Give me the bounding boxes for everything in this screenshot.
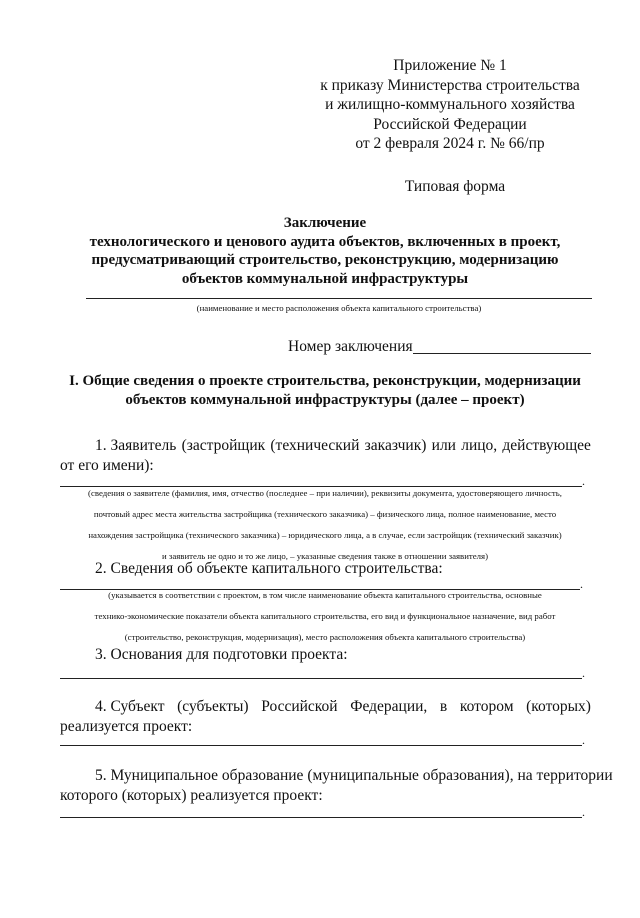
section-heading-line: I. Общие сведения о проекте строительства, реконструкции, модернизации <box>69 373 581 389</box>
title-line: объектов коммунальной инфраструктуры <box>181 270 469 287</box>
word: (технический <box>270 437 360 454</box>
item5-line1: 5. Муниципальное образование (муниципальные образования), на территории <box>95 767 613 784</box>
title-line: технологического и ценового аудита объектов, включенных в проект, <box>89 233 561 250</box>
word: Российской <box>261 698 338 715</box>
annex-line: от 2 февраля 2024 г. № 66/пр <box>355 135 545 152</box>
item2-label: 2. Сведения об объекте капитального строительства: <box>95 560 443 577</box>
word: действующее <box>502 437 591 454</box>
conclusion-number-field[interactable] <box>413 353 591 354</box>
title-line: Заключение <box>283 215 367 231</box>
hint-line: почтовый адрес места жительства застройщика (технического заказчика) – физического лица, полное наименование, место <box>93 509 557 519</box>
annex-line: к приказу Министерства строительства <box>320 76 580 94</box>
grounds-field[interactable] <box>60 678 582 679</box>
word: (застройщик <box>181 437 266 454</box>
hint-line: (сведения о заявителе (фамилия, имя, отчество (последнее – при наличии), реквизиты документа, удостоверяющего личность, <box>88 488 562 498</box>
item5-line2: которого (которых) реализуется проект: <box>60 787 323 804</box>
word: или <box>431 437 456 454</box>
word: Федерации, <box>350 698 428 715</box>
word: заказчик) <box>364 437 427 454</box>
word: котором <box>459 698 514 715</box>
word: (субъекты) <box>177 698 249 715</box>
word: 4. Субъект <box>95 698 165 715</box>
word: (которых) <box>526 698 591 715</box>
annex-line: Приложение № 1 <box>393 57 507 74</box>
item4-line1 <box>95 697 591 717</box>
item4-line2: реализуется проект: <box>60 718 193 735</box>
subject-field[interactable] <box>60 745 582 746</box>
line-end-mark: . <box>582 666 585 680</box>
hint-line: (строительство, реконструкция, модернизация), место расположения объекта капитального строительства) <box>124 632 526 642</box>
applicant-hint <box>60 483 590 567</box>
hint-line: (указывается в соответствии с проектом, в том числе наименование объекта капитального строительства, основные <box>108 590 542 600</box>
form-type-label: Типовая форма <box>404 178 506 195</box>
hint-line: и заявитель не одно и то же лицо, – указанные сведения также в отношении заявителя) <box>161 551 489 561</box>
word: в <box>439 698 448 715</box>
item1-line1 <box>95 436 591 456</box>
annex-header <box>300 56 600 154</box>
word: лицо, <box>461 437 498 454</box>
title-line: предусматривающий строительство, реконструкцию, модернизацию <box>91 252 559 268</box>
line-end-mark: . <box>582 805 585 819</box>
annex-line: Российской Федерации <box>373 115 527 133</box>
section-heading-line: объектов коммунальной инфраструктуры (далее – проект) <box>125 392 525 408</box>
line-end-mark: . <box>582 733 585 747</box>
hint-line: нахождения застройщика (технического заказчика) – юридического лица, а в случае, если застройщик (технический заказчик) <box>88 530 562 540</box>
item1-line2: от его имени): <box>60 457 154 474</box>
object-info-hint <box>60 585 590 648</box>
annex-line: и жилищно-коммунального хозяйства <box>325 96 575 113</box>
section-heading <box>60 372 590 410</box>
word: 1. Заявитель <box>95 437 177 454</box>
line-end-mark: . <box>580 577 583 591</box>
line-end-mark: . <box>582 474 585 488</box>
object-name-hint: (наименование и место расположения объекта капитального строительства) <box>196 303 482 313</box>
conclusion-number-label: Номер заключения <box>288 338 413 355</box>
hint-line: технико-экономические показатели объекта капитального строительства, его вид и функциональное назначение, вид работ <box>94 611 556 621</box>
item3-label: 3. Основания для подготовки проекта: <box>95 646 348 663</box>
document-title <box>60 214 590 288</box>
municipality-field[interactable] <box>60 817 582 818</box>
